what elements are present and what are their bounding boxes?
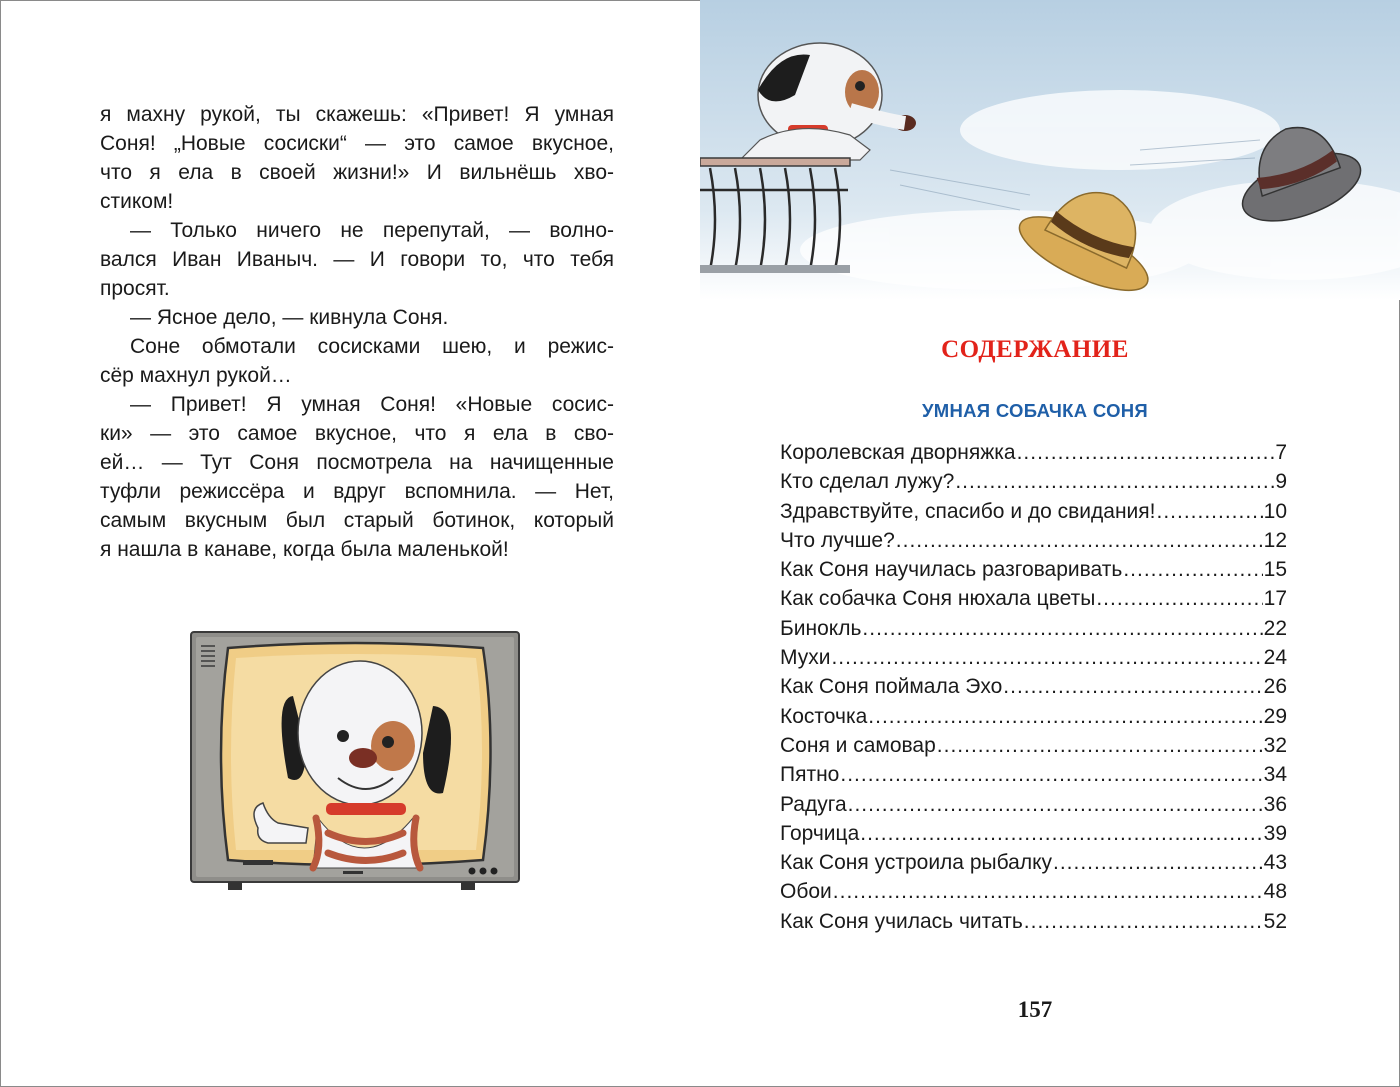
toc-entry-title: Обои — [780, 880, 832, 904]
toc-leader-dots — [862, 617, 1262, 641]
toc-entry-page: 48 — [1263, 880, 1287, 904]
toc-leader-dots — [1157, 500, 1263, 524]
text-line: что я ела в своей жизни!» И вильнёшь хво- — [100, 161, 614, 184]
text-line: сёр махнул рукой… — [100, 364, 292, 387]
toc-entry — [780, 587, 1287, 616]
left-page-text — [100, 100, 614, 564]
text-line: просят. — [100, 277, 170, 300]
toc-entry — [780, 880, 1287, 909]
toc-leader-dots — [860, 822, 1262, 846]
toc-entry — [780, 558, 1287, 587]
toc-entry-page: 15 — [1263, 558, 1287, 582]
toc-entry-title: Радуга — [780, 792, 847, 816]
text-line: Соня! „Новые сосиски“ — это самое вкусное, — [100, 132, 614, 155]
page-number: 157 — [1017, 997, 1053, 1022]
toc-entry — [780, 500, 1287, 529]
tv-foot — [461, 882, 475, 890]
toc-entry-page: 43 — [1263, 851, 1287, 875]
text-line: вался Иван Иваныч. — И говори то, что тебя — [100, 248, 614, 271]
text-line: стиком! — [100, 190, 174, 213]
toc-entry-title: Кто сделал лужу? — [780, 470, 955, 494]
toc-leader-dots — [1123, 558, 1262, 582]
text-line: Соне обмотали сосисками шею, и режис- — [130, 335, 614, 358]
toc-entry-page: 17 — [1263, 587, 1287, 611]
tv-knobs — [469, 868, 498, 875]
toc-entry-page: 10 — [1263, 499, 1287, 523]
text-line: я махну рукой, ты скажешь: «Привет! Я умная — [100, 103, 614, 126]
toc-section-title: УМНАЯ СОБАЧКА СОНЯ — [921, 400, 1149, 421]
toc-leader-dots — [831, 646, 1262, 670]
sky-illustration — [700, 0, 1400, 300]
text-line: самым вкусным был старый ботинок, который — [100, 509, 614, 532]
toc-entry — [780, 793, 1287, 822]
toc-entry-page: 32 — [1263, 733, 1287, 757]
toc-entry-title: Что лучше? — [780, 528, 895, 552]
toc-leader-dots — [840, 763, 1262, 787]
toc-entry — [780, 705, 1287, 734]
toc-leader-dots — [1096, 587, 1262, 611]
toc-entry — [780, 675, 1287, 704]
toc-entry-page: 34 — [1263, 763, 1287, 787]
toc-entry-title: Пятно — [780, 763, 840, 787]
text-line: туфли режиссёра и вдруг вспомнила. — Нет, — [100, 480, 614, 503]
toc-leader-dots — [1003, 675, 1262, 699]
toc-entry-title: Как Соня научилась разговаривать — [780, 558, 1123, 582]
toc-entry-title: Бинокль — [780, 616, 862, 640]
toc-leader-dots — [868, 705, 1262, 729]
toc-entry-title: Соня и самовар — [780, 733, 936, 757]
text-line: — Привет! Я умная Соня! «Новые сосис- — [130, 393, 614, 416]
toc-entry-page: 26 — [1263, 675, 1287, 699]
toc-leader-dots — [937, 734, 1263, 758]
text-line: — Ясное дело, — кивнула Соня. — [130, 306, 449, 329]
toc-leader-dots — [1024, 910, 1263, 934]
toc-entry-page: 36 — [1263, 792, 1287, 816]
toc-entry-page: 52 — [1263, 909, 1287, 933]
toc-entry-title: Как Соня устроила рыбалку — [780, 851, 1052, 875]
toc-leader-dots — [896, 529, 1263, 553]
tv-foot — [228, 882, 242, 890]
toc-entry — [780, 734, 1287, 763]
toc-entry-page: 12 — [1263, 528, 1287, 552]
toc-entry-page: 24 — [1263, 646, 1287, 670]
toc-entry-page: 7 — [1275, 441, 1287, 464]
toc-entry-page: 9 — [1275, 470, 1287, 494]
text-line: ки» — это самое вкусное, что я ела в сво- — [100, 422, 614, 445]
toc-leader-dots — [955, 470, 1274, 494]
toc-entry-title: Как Соня поймала Эхо — [780, 675, 1003, 699]
toc-entry-page: 22 — [1263, 616, 1287, 640]
toc-entry-title: Королевская дворняжка — [780, 441, 1016, 464]
toc-entry — [780, 441, 1287, 470]
toc-entry — [780, 529, 1287, 558]
toc-entry — [780, 910, 1287, 939]
toc-leader-dots — [833, 880, 1263, 904]
toc-entry-title: Как Соня училась читать — [780, 909, 1023, 933]
tv-illustration — [188, 628, 522, 896]
toc-leader-dots — [1053, 851, 1263, 875]
toc-entry — [780, 617, 1287, 646]
toc-title: СОДЕРЖАНИЕ — [941, 336, 1129, 363]
toc-entry — [780, 822, 1287, 851]
toc-entry-title: Горчица — [780, 821, 860, 845]
toc-leader-dots — [848, 793, 1263, 817]
toc-entry — [780, 851, 1287, 880]
text-line: я нашла в канаве, когда была маленькой! — [100, 538, 509, 561]
toc-entry-page: 29 — [1263, 704, 1287, 728]
text-line: ей… — Тут Соня посмотрела на начищенные — [100, 451, 614, 474]
toc-entry-page: 39 — [1263, 821, 1287, 845]
toc-entry — [780, 763, 1287, 792]
toc-entry — [780, 646, 1287, 675]
toc-leader-dots — [1017, 441, 1275, 465]
toc-entry-title: Косточка — [780, 704, 868, 728]
toc-list — [780, 441, 1287, 939]
toc-entry — [780, 470, 1287, 499]
text-line: — Только ничего не перепутай, — волно- — [130, 219, 614, 242]
toc-entry-title: Здравствуйте, спасибо и до свидания! — [780, 499, 1156, 523]
toc-entry-title: Как собачка Соня нюхала цветы — [780, 587, 1096, 611]
toc-entry-title: Мухи — [780, 646, 831, 670]
